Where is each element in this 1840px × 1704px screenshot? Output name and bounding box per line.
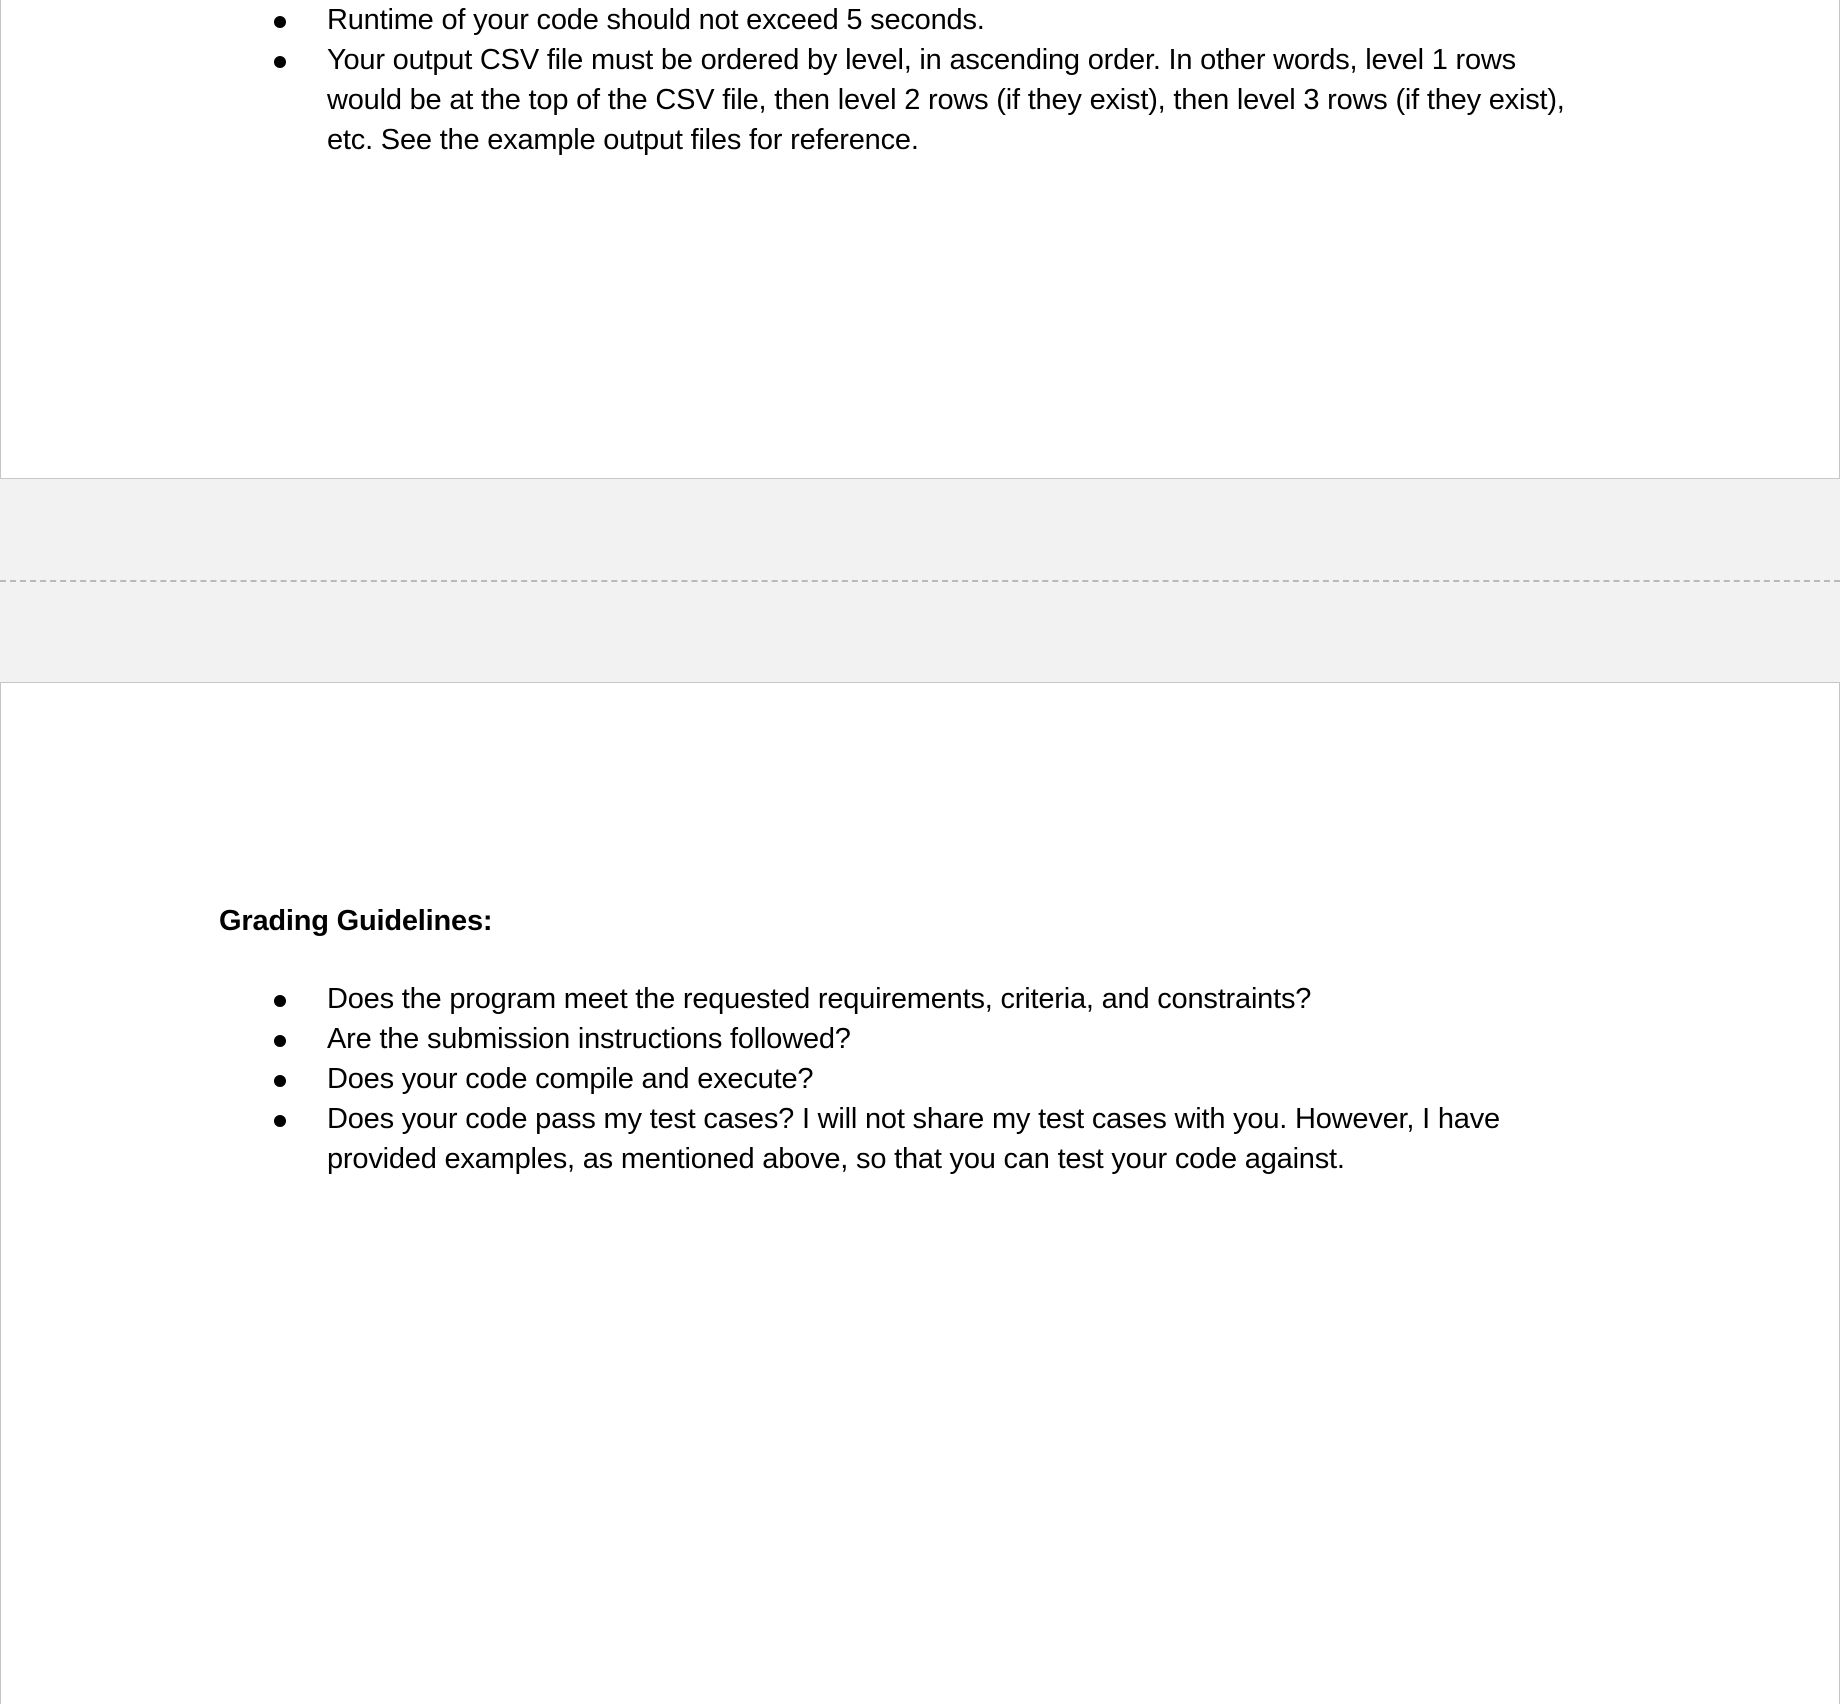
list-item-text: Runtime of your code should not exceed 5 seconds. <box>327 4 985 36</box>
grading-guidelines-list <box>1 979 1597 1179</box>
list-item <box>1 40 1597 160</box>
document-page <box>0 682 1840 1704</box>
bullet-icon <box>274 16 286 28</box>
section-heading: Grading Guidelines: <box>219 905 493 937</box>
list-item-text: Are the submission instructions followed? <box>327 1023 851 1055</box>
list-item <box>1 1019 1597 1059</box>
bullet-icon <box>274 1115 286 1127</box>
list-item <box>1 979 1597 1019</box>
list-item <box>1 1059 1597 1099</box>
bullet-icon <box>274 1075 286 1087</box>
list-item-text: Does your code compile and execute? <box>327 1063 814 1095</box>
list-item <box>1 0 1597 40</box>
bullet-icon <box>274 995 286 1007</box>
document-page <box>0 0 1840 479</box>
list-item-text: Does the program meet the requested requirements, criteria, and constraints? <box>327 983 1312 1015</box>
list-item <box>1 1099 1597 1179</box>
list-item-text: Does your code pass my test cases? I will not share my test cases with you. However, I have provided examples, as mentioned above, so that you can test your code against. <box>327 1103 1500 1175</box>
page-break-divider <box>0 580 1840 582</box>
requirements-list <box>1 0 1597 160</box>
bullet-icon <box>274 1035 286 1047</box>
list-item-text: Your output CSV file must be ordered by level, in ascending order. In other words, level 1 rows would be at the top of the CSV file, then level 2 rows (if they exist), then level 3 rows (if they exist), etc. See the example output files for reference. <box>327 44 1565 156</box>
bullet-icon <box>274 56 286 68</box>
